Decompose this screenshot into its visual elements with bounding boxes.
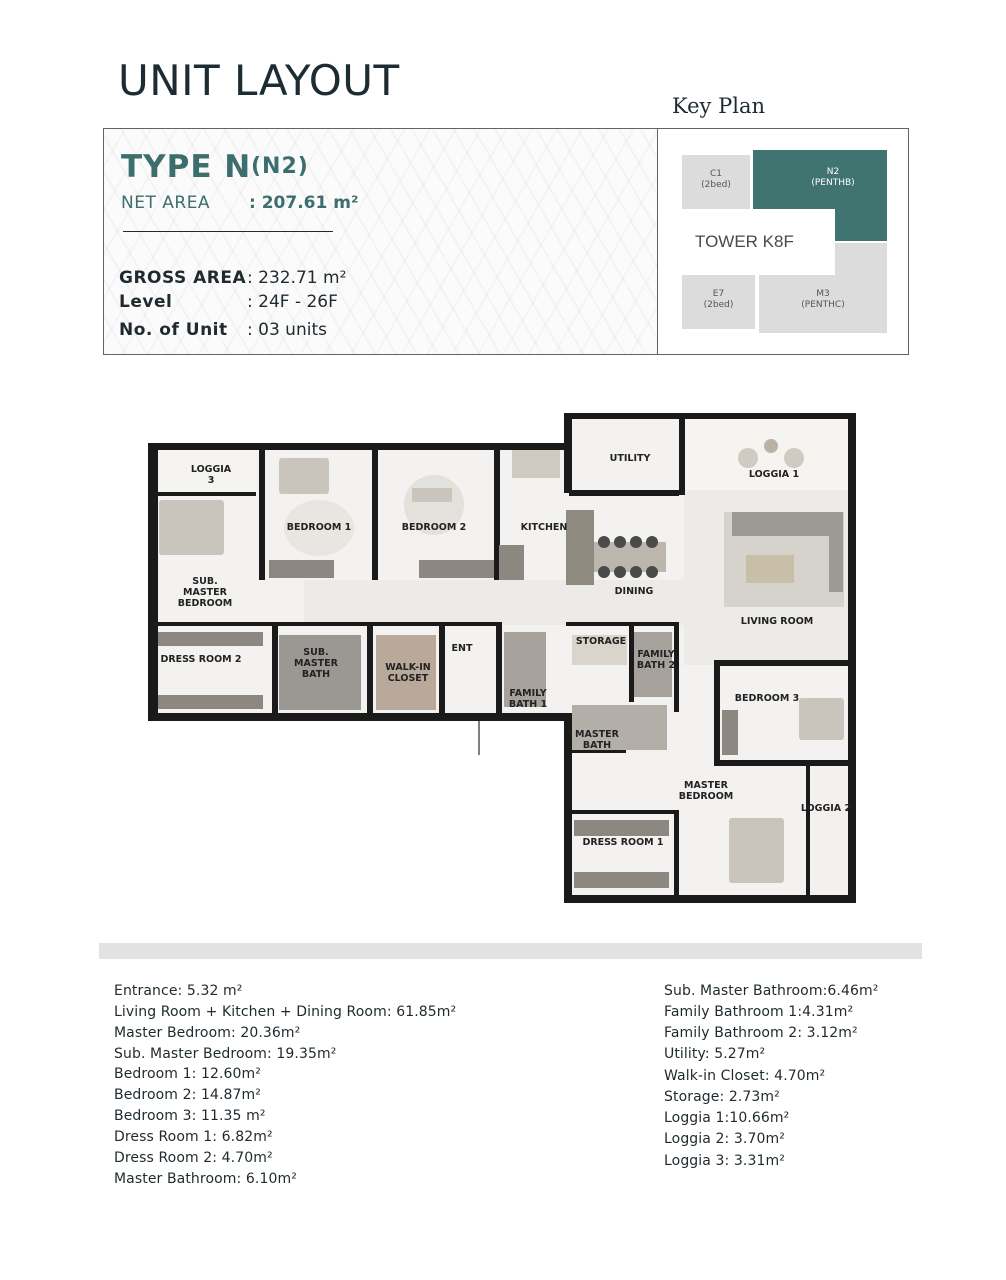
room-label-family-bath2: FAMILY BATH 2 [636,649,676,671]
room-label-master-bedroom: MASTER BEDROOM [678,780,734,802]
west-wall [148,443,158,721]
east-wall [848,413,856,903]
area-item: Dress Room 1: 6.82m² [114,1129,273,1145]
area-item: Loggia 1:10.66m² [664,1110,790,1126]
bedroom1-wardrobe [269,560,334,578]
room-label-ent: ENT [451,643,473,654]
area-item: Master Bathroom: 6.10m² [114,1171,297,1187]
room-label-utility: UTILITY [609,453,651,464]
dining-chair [630,536,642,548]
room-label-living-room: LIVING ROOM [740,616,814,627]
wall-dress1-east [674,810,679,895]
bedroom2-desk [412,488,452,502]
key-plan-n2-label [788,167,878,189]
area-item: Utility: 5.27m² [664,1046,766,1062]
area-item: Bedroom 3: 11.35 m² [114,1108,266,1124]
loggia1-chair [738,448,758,468]
coffee-table [746,555,794,583]
key-plan-n2-type: (PENTHB) [811,178,855,188]
wall-bed3-west [714,660,720,760]
master-bed [729,818,784,883]
room-label-loggia2: LOGGIA 2 [800,803,852,814]
wall-living-bed3 [714,660,854,666]
area-item: Master Bedroom: 20.36m² [114,1025,301,1041]
key-plan-c1-code: C1 [709,169,722,179]
room-label-family-bath1: FAMILY BATH 1 [508,688,548,710]
tower-label: TOWER K8F [695,232,794,251]
room-label-sub-master-bath: SUB. MASTER BATH [294,647,338,680]
bedroom3-wardrobe [722,710,738,755]
living-sofa [732,512,840,536]
wall-bed1-bed2 [372,445,378,580]
key-plan-title: Key Plan [672,94,765,118]
room-label-loggia3: LOGGIA 3 [190,464,232,486]
wall-dress1-north [566,810,676,814]
area-item: Sub. Master Bathroom:6.46m² [664,983,879,999]
level-label: Level [119,292,173,312]
gross-area-label: GROSS AREA [119,268,247,288]
dress2-wardrobe [158,632,263,646]
room-label-kitchen: KITCHEN [520,522,568,533]
bedroom2-wardrobe [419,560,494,578]
dress1-wardrobe [574,820,669,836]
level-value: : 24F - 26F [247,292,338,312]
area-item: Family Bathroom 1:4.31m² [664,1004,854,1020]
key-plan-e7-type: (2bed) [703,300,734,310]
unit-info-box [103,128,909,355]
room-label-loggia1: LOGGIA 1 [748,469,800,480]
wall-utility-kitchen [569,490,679,496]
gross-area-value: : 232.71 m² [247,268,347,288]
loggia2-floor [814,770,848,890]
page-title: UNIT LAYOUT [118,56,400,105]
master-west-wall [564,713,572,903]
dining-chair [598,536,610,548]
room-label-dress-room2: DRESS ROOM 2 [160,654,242,665]
dining-chair [646,536,658,548]
unit-count-label: No. of Unit [119,320,228,340]
wall-bed3-south [714,760,854,766]
room-label-dining: DINING [614,586,654,597]
room-label-storage: STORAGE [575,636,627,647]
dining-chair [614,566,626,578]
dining-chair [614,536,626,548]
unit-count-value: : 03 units [247,320,327,340]
area-list-right [664,983,964,1173]
north-wall-west [148,443,564,450]
wall-sub-dress2 [152,622,272,626]
north-wall-east [564,413,856,419]
wall-subbath-walkin [367,622,373,717]
sub-master-bed [159,500,224,555]
bedroom3-bed [799,698,844,740]
area-item: Bedroom 1: 12.60m² [114,1066,261,1082]
dining-chair [646,566,658,578]
wall-utility-loggia1 [679,415,685,495]
dress1-wardrobe-south [574,872,669,888]
wall-loggia3-sub [152,492,256,496]
room-label-bedroom2: BEDROOM 2 [401,522,467,533]
floor-plan [134,410,858,905]
net-area-value: : 207.61 m² [249,193,359,213]
key-plan-m3-code: M3 [816,289,830,299]
wall-storage-north [566,622,676,626]
area-item: Sub. Master Bedroom: 19.35m² [114,1046,337,1062]
unit-type-title: TYPE N [121,149,252,185]
room-label-bedroom1: BEDROOM 1 [286,522,352,533]
key-plan-n2-code: N2 [826,167,840,177]
key-plan [658,129,908,354]
key-plan-e7-code: E7 [712,289,725,299]
area-item: Family Bathroom 2: 3.12m² [664,1025,858,1041]
room-label-sub-master-bedroom: SUB. MASTER BEDROOM [177,576,233,609]
section-separator [99,943,922,959]
room-label-walk-in-closet: WALK-IN CLOSET [385,662,431,684]
kitchen-sink-counter [512,450,560,478]
room-label-bedroom3: BEDROOM 3 [734,693,800,704]
net-area-underline [123,231,333,232]
room-label-master-bath: MASTER BATH [575,729,619,751]
area-item: Dress Room 2: 4.70m² [114,1150,273,1166]
bedroom1-bed [279,458,329,494]
utility-west-wall [564,413,572,493]
area-list-left [114,983,634,1193]
area-item: Storage: 2.73m² [664,1089,780,1105]
south-wall-east [564,895,856,903]
dining-chair [630,566,642,578]
area-item: Walk-in Closet: 4.70m² [664,1068,826,1084]
key-plan-c1-label [682,169,750,191]
wall-corridor-south [272,622,502,626]
wall-ent-fb1 [496,622,502,717]
key-plan-unit-n2-wing [835,207,887,241]
area-item: Bedroom 2: 14.87m² [114,1087,261,1103]
loggia1-table [764,439,778,453]
area-item: Entrance: 5.32 m² [114,983,243,999]
key-plan-c1-type: (2bed) [701,180,731,190]
area-item: Loggia 3: 3.31m² [664,1153,785,1169]
wall-loggia2-west [806,760,810,900]
area-item: Loggia 2: 3.70m² [664,1131,785,1147]
unit-summary-panel [104,129,657,354]
key-plan-m3-type: (PENTHC) [801,300,845,310]
unit-type-code: (N2) [251,154,309,179]
wall-walkin-ent [439,622,445,717]
dress2-wardrobe-south [158,695,263,709]
key-plan-m3-label [778,289,868,311]
wall-dress2-subbath [272,622,278,717]
living-sofa-chaise [829,512,843,592]
room-label-dress-room1: DRESS ROOM 1 [582,837,664,848]
key-plan-e7-label [682,289,755,311]
net-area-label: NET AREA [121,193,211,213]
area-item: Living Room + Kitchen + Dining Room: 61.85m² [114,1004,457,1020]
south-wall-west [148,713,566,721]
loggia1-chair [784,448,804,468]
dining-chair [598,566,610,578]
wall-loggia3-bed1 [259,445,265,580]
kitchen-counter-south [499,545,524,580]
